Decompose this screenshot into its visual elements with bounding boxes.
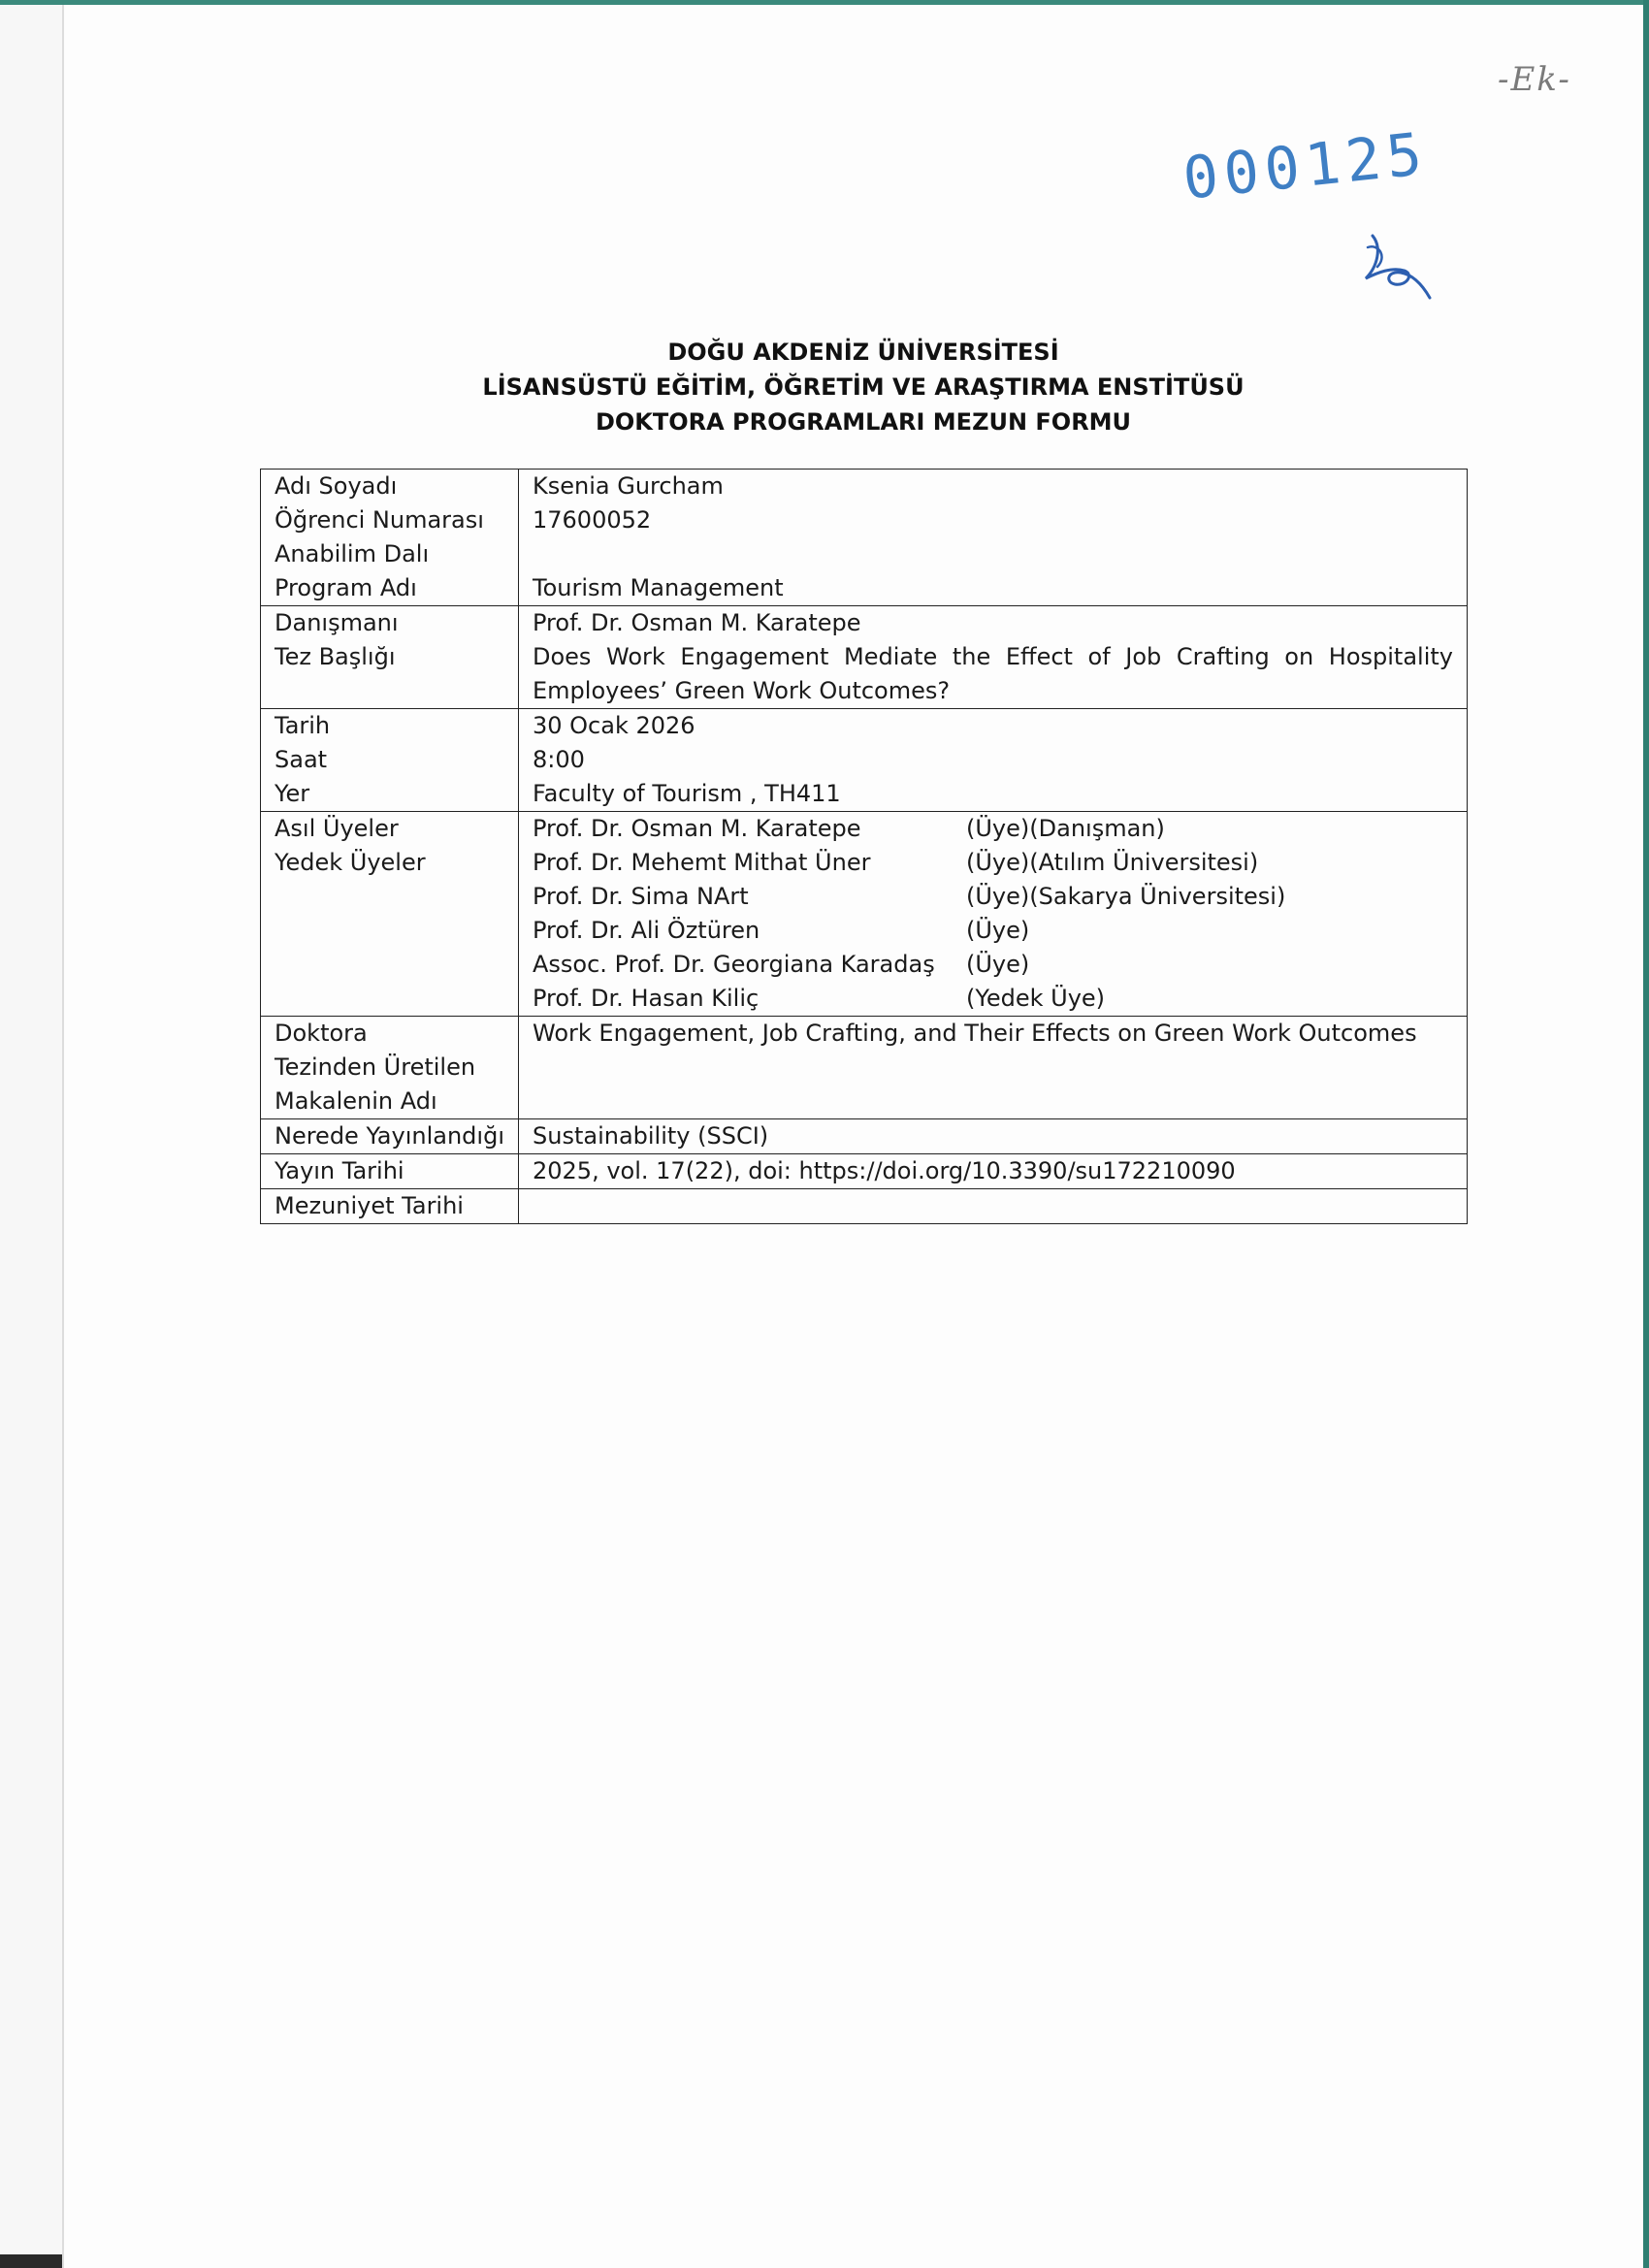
- article-title: Work Engagement, Job Crafting, and Their Effects on Green Work Outcomes: [519, 1017, 1468, 1119]
- label-published-in: Nerede Yayınlandığı: [261, 1119, 519, 1154]
- scan-edge-left: [0, 0, 64, 2268]
- thesis-row: [261, 606, 1468, 709]
- jury-member: [533, 846, 1453, 880]
- exam-values: [519, 709, 1468, 812]
- department-value: [533, 537, 1453, 571]
- form-header: [260, 335, 1467, 439]
- program-name: Tourism Management: [533, 574, 784, 601]
- scan-edge-right: [1643, 0, 1649, 2268]
- student-row: [261, 470, 1468, 606]
- jury-member: [533, 914, 1453, 948]
- journal-name: Sustainability (SSCI): [519, 1119, 1468, 1154]
- student-values: [519, 470, 1468, 606]
- member-role: (Üye)(Sakarya Üniversitesi): [966, 883, 1286, 910]
- jury-labels: [261, 812, 519, 1017]
- exam-place: Faculty of Tourism , TH411: [533, 780, 841, 807]
- jury-member: [533, 948, 1453, 982]
- graduate-form-table: [260, 469, 1468, 1224]
- advisor-name: Prof. Dr. Osman M. Karatepe: [533, 609, 861, 636]
- label-advisor: Danışmanı: [275, 609, 399, 636]
- jury-member: [533, 982, 1453, 1016]
- article-row: [261, 1017, 1468, 1119]
- student-labels: [261, 470, 519, 606]
- exam-row: [261, 709, 1468, 812]
- jury-row: [261, 812, 1468, 1017]
- scan-edge-bottom: [0, 2254, 62, 2268]
- initials-signature: [1358, 228, 1436, 301]
- label-name: Adı Soyadı: [275, 472, 398, 500]
- label-publication-date: Yayın Tarihi: [261, 1154, 519, 1189]
- member-name: Prof. Dr. Ali Öztüren: [533, 917, 760, 944]
- member-role: (Üye)(Danışman): [966, 815, 1165, 842]
- member-role: (Yedek Üye): [966, 985, 1106, 1012]
- thesis-title: Does Work Engagement Mediate the Effect of Job Crafting on Hospitality Employees’ Green Work Outcomes?: [533, 643, 1453, 704]
- document-number-stamp: 000125: [1180, 119, 1432, 213]
- label-date: Tarih: [275, 712, 331, 739]
- label-article-name: Makalenin Adı: [275, 1087, 437, 1115]
- label-graduation-date: Mezuniyet Tarihi: [261, 1189, 519, 1224]
- member-role: (Üye): [966, 917, 1030, 944]
- student-name: Ksenia Gurcham: [533, 472, 724, 500]
- jury-member: [533, 812, 1453, 846]
- member-name: Prof. Dr. Osman M. Karatepe: [533, 815, 861, 842]
- institute-name: LİSANSÜSTÜ EĞİTİM, ÖĞRETİM VE ARAŞTIRMA ENSTİTÜSÜ: [482, 373, 1245, 401]
- member-name: Prof. Dr. Sima NArt: [533, 883, 749, 910]
- label-thesis-title: Tez Başlığı: [275, 643, 396, 670]
- exam-date: 30 Ocak 2026: [533, 712, 695, 739]
- publication-details: 2025, vol. 17(22), doi: https://doi.org/10.3390/su172210090: [519, 1154, 1468, 1189]
- jury-member: [533, 880, 1453, 914]
- university-name: DOĞU AKDENİZ ÜNİVERSİTESİ: [667, 339, 1059, 366]
- corner-mark: -Ek-: [1498, 60, 1571, 99]
- graduation-date: [519, 1189, 1468, 1224]
- member-name: Prof. Dr. Mehemt Mithat Üner: [533, 849, 871, 876]
- label-substitute-members: Yedek Üyeler: [275, 849, 426, 876]
- jury-members: [519, 812, 1468, 1017]
- label-produced-from-thesis: Tezinden Üretilen: [275, 1053, 476, 1081]
- publication-date-row: [261, 1154, 1468, 1189]
- member-name: Prof. Dr. Hasan Kiliç: [533, 985, 760, 1012]
- label-department: Anabilim Dalı: [275, 540, 430, 567]
- graduation-row: [261, 1189, 1468, 1224]
- scan-edge-top: [0, 0, 1649, 5]
- form-title: DOKTORA PROGRAMLARI MEZUN FORMU: [595, 408, 1132, 436]
- label-doctorate: Doktora: [275, 1020, 368, 1047]
- exam-labels: [261, 709, 519, 812]
- label-student-number: Öğrenci Numarası: [275, 506, 484, 534]
- label-program: Program Adı: [275, 574, 417, 601]
- thesis-labels: [261, 606, 519, 709]
- member-role: (Üye)(Atılım Üniversitesi): [966, 849, 1259, 876]
- published-in-row: [261, 1119, 1468, 1154]
- exam-time: 8:00: [533, 746, 585, 773]
- label-place: Yer: [275, 780, 310, 807]
- member-role: (Üye): [966, 951, 1030, 978]
- label-main-members: Asıl Üyeler: [275, 815, 399, 842]
- article-labels: [261, 1017, 519, 1119]
- member-name: Assoc. Prof. Dr. Georgiana Karadaş: [533, 951, 935, 978]
- thesis-values: [519, 606, 1468, 709]
- student-number: 17600052: [533, 506, 652, 534]
- label-time: Saat: [275, 746, 328, 773]
